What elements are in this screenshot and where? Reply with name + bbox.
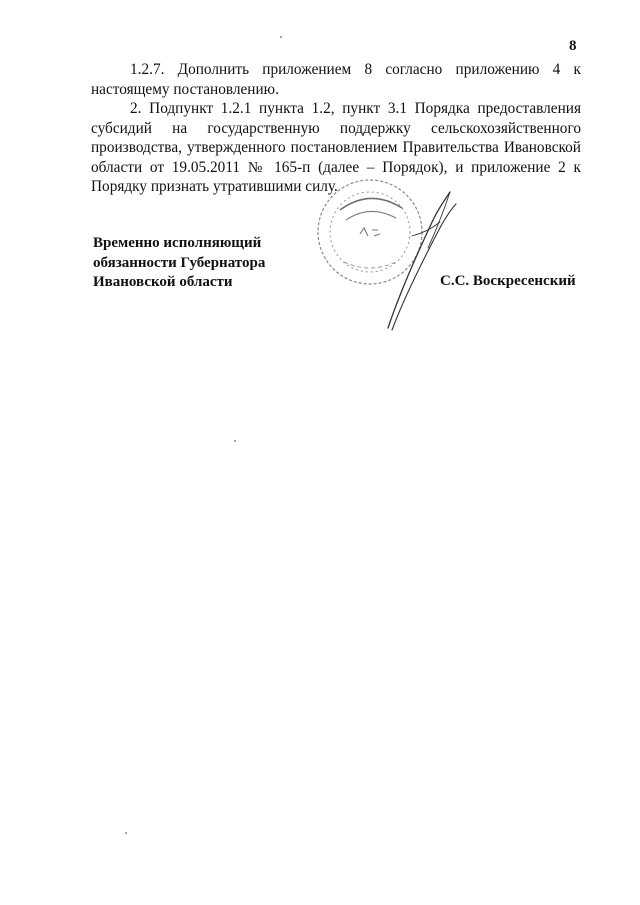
page-number: 8 xyxy=(569,38,577,54)
paragraph-2: 2. Подпункт 1.2.1 пункта 1.2, пункт 3.1 Порядка предоставления субсидий на государственную поддержку сельскохозяйственного производства, утвержденного постановлением Правительства Ивановской области от 19.05.2011 № 165-п (далее – Порядок), и приложение 2 к Порядку признать утратившими силу. xyxy=(91,100,581,195)
scan-speck xyxy=(234,440,236,442)
official-stamp-with-signature xyxy=(300,170,470,340)
scan-speck xyxy=(125,832,127,834)
signer-title-line-3: Ивановской области xyxy=(93,274,233,290)
signer-title-line-1: Временно исполняющий xyxy=(93,235,262,251)
signer-title-line-2: обязанности Губернатора xyxy=(93,254,266,271)
signer-name: С.С. Воскресенский xyxy=(440,273,576,289)
paragraph-1-2-7: 1.2.7. Дополнить приложением 8 согласно приложению 4 к настоящему постановлению. xyxy=(91,61,581,98)
scan-speck xyxy=(280,36,282,38)
handwritten-signature xyxy=(388,192,456,330)
signer-title xyxy=(93,234,265,293)
seal-icon xyxy=(318,180,422,284)
